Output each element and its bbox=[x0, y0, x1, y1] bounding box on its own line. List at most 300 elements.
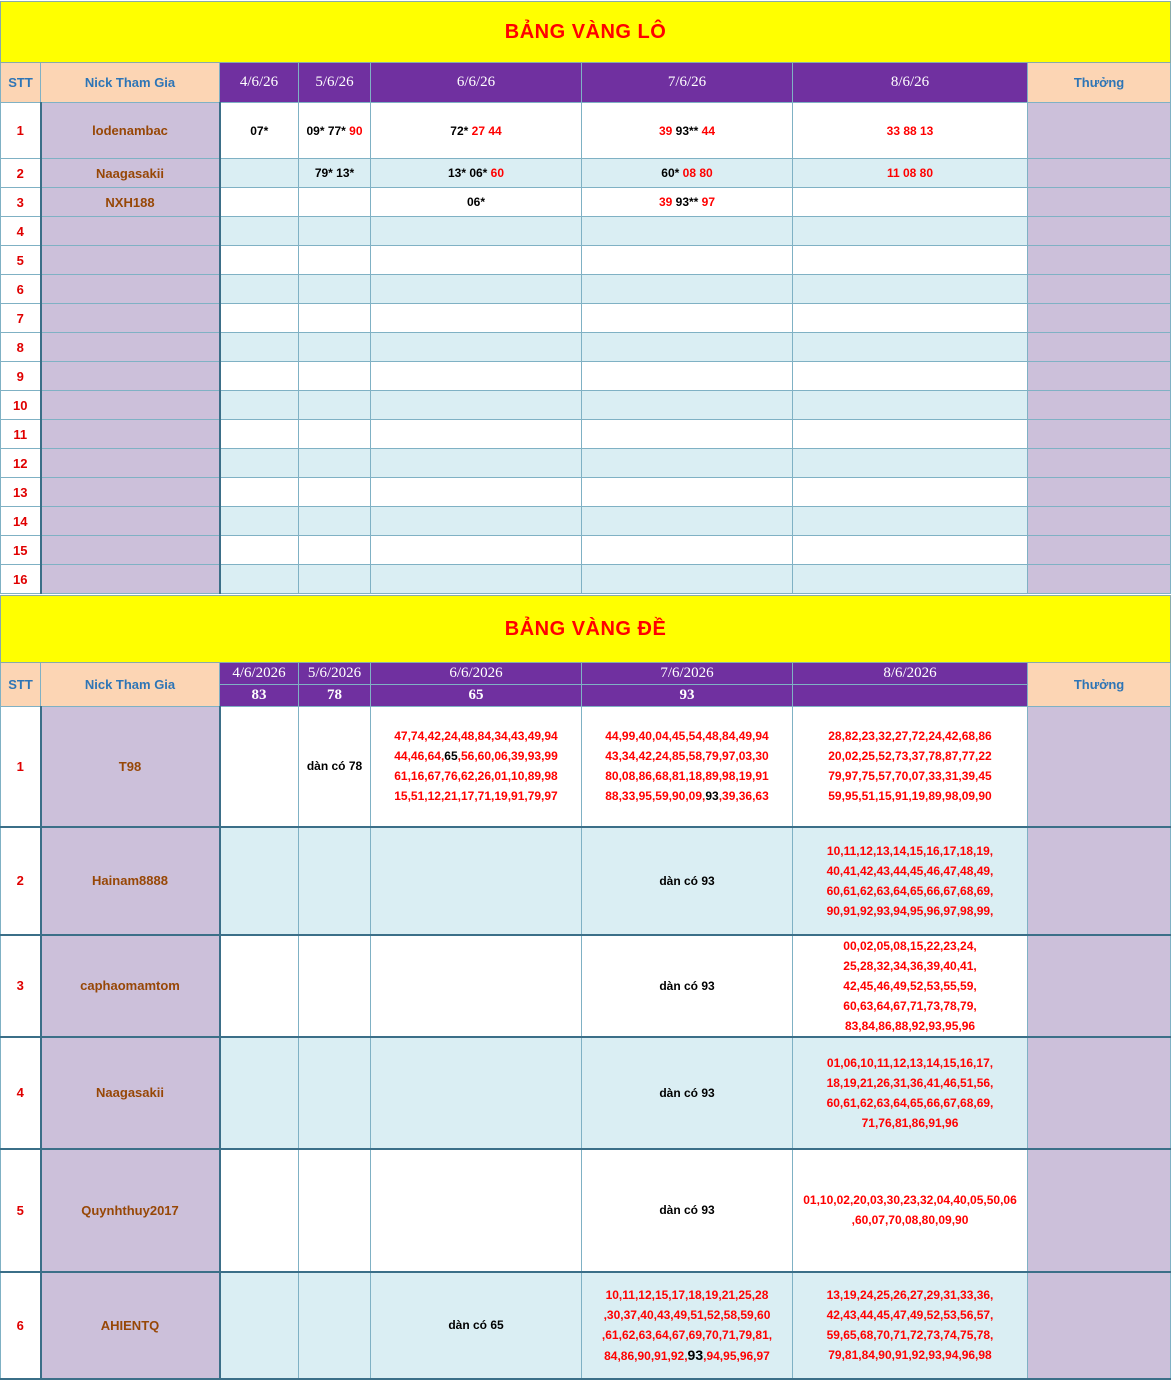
entry-text: ,30,37,40,43,49,51,52,58,59,60 bbox=[603, 1307, 771, 1322]
lo-entry-cell bbox=[299, 449, 371, 478]
lo-title: BẢNG VÀNG LÔ bbox=[1, 2, 1171, 63]
lo-table bbox=[0, 1, 1171, 594]
lo-entry-cell bbox=[371, 103, 582, 159]
lo-nick-cell: Naagasakii bbox=[41, 159, 220, 188]
de-entry-cell bbox=[371, 1037, 582, 1149]
lo-row bbox=[1, 536, 1171, 565]
lo-entry-cell bbox=[299, 159, 371, 188]
entry-text: 01,06,10,11,12,13,14,15,16,17, bbox=[826, 1055, 994, 1070]
lo-entry-cell bbox=[371, 333, 582, 362]
de-entry-line bbox=[793, 841, 1027, 861]
lo-entry-cell bbox=[371, 275, 582, 304]
lo-entry-cell bbox=[299, 362, 371, 391]
entry-text: 93 bbox=[705, 789, 719, 804]
de-entry-line bbox=[793, 746, 1027, 766]
de-entry-line bbox=[582, 1305, 792, 1325]
lo-nick-cell bbox=[41, 507, 220, 536]
lo-row bbox=[1, 507, 1171, 536]
de-header-nick: Nick Tham Gia bbox=[41, 663, 220, 707]
de-entry-cell bbox=[299, 707, 371, 827]
de-entry-line bbox=[793, 976, 1027, 996]
lo-entry-cell bbox=[299, 536, 371, 565]
lo-entry-cell bbox=[371, 449, 582, 478]
entry-text: 65 bbox=[444, 749, 458, 764]
de-entry-line bbox=[793, 1210, 1027, 1230]
entry-text: 93** bbox=[675, 195, 702, 209]
lo-entry-cell bbox=[299, 420, 371, 449]
lo-nick-cell bbox=[41, 565, 220, 594]
entry-text: 72* bbox=[450, 123, 472, 138]
entry-text: 97 bbox=[701, 195, 716, 209]
lo-entry-cell bbox=[220, 159, 299, 188]
lo-entry-cell bbox=[793, 449, 1028, 478]
entry-text: 79,81,84,90,91,92,93,94,96,98 bbox=[828, 1348, 992, 1362]
de-stt-cell: 6 bbox=[1, 1272, 41, 1379]
lo-entry-cell bbox=[582, 159, 793, 188]
lo-entry-cell bbox=[582, 246, 793, 275]
entry-text: dàn có 93 bbox=[659, 1203, 715, 1217]
de-entry-cell bbox=[299, 1272, 371, 1379]
lo-entry-cell bbox=[582, 217, 793, 246]
lo-header-nick: Nick Tham Gia bbox=[41, 63, 220, 103]
entry-text: ,56,60,06,39,93,99 bbox=[457, 749, 558, 764]
lo-thuong-cell bbox=[1028, 217, 1171, 246]
de-entry-cell bbox=[299, 935, 371, 1037]
de-stt-cell: 5 bbox=[1, 1149, 41, 1272]
de-entry-cell bbox=[220, 827, 299, 935]
de-entry-line bbox=[582, 1200, 792, 1220]
lo-thuong-cell bbox=[1028, 449, 1171, 478]
de-entry-line bbox=[582, 1325, 792, 1345]
de-entry-line bbox=[793, 1305, 1027, 1325]
lo-entry-cell bbox=[220, 188, 299, 217]
de-title: BẢNG VÀNG ĐỀ bbox=[1, 596, 1171, 663]
lo-row bbox=[1, 362, 1171, 391]
de-thuong-cell bbox=[1028, 1272, 1171, 1379]
entry-text: 59,95,51,15,91,19,89,98,09,90 bbox=[828, 789, 992, 804]
lo-entry-cell bbox=[299, 217, 371, 246]
de-thuong-cell bbox=[1028, 935, 1171, 1037]
lo-stt-cell: 13 bbox=[1, 478, 41, 507]
de-entry-line bbox=[793, 766, 1027, 786]
lo-entry-cell bbox=[793, 217, 1028, 246]
de-result-1: 83 bbox=[220, 685, 299, 707]
entry-text: 06* bbox=[466, 195, 486, 209]
entry-text: 39 bbox=[658, 195, 676, 209]
lo-stt-cell: 14 bbox=[1, 507, 41, 536]
lo-entry-cell bbox=[582, 275, 793, 304]
de-entry-line bbox=[793, 1285, 1027, 1305]
lo-thuong-cell bbox=[1028, 565, 1171, 594]
lo-thuong-cell bbox=[1028, 507, 1171, 536]
lo-stt-cell: 5 bbox=[1, 246, 41, 275]
de-entry-line bbox=[582, 766, 792, 786]
de-entry-cell bbox=[299, 1149, 371, 1272]
lo-thuong-cell bbox=[1028, 188, 1171, 217]
entry-text: dàn có 93 bbox=[659, 873, 715, 888]
lo-entry-cell bbox=[371, 565, 582, 594]
de-result-3: 65 bbox=[371, 685, 582, 707]
de-entry-line bbox=[793, 956, 1027, 976]
lo-nick-cell bbox=[41, 246, 220, 275]
de-entry-line bbox=[793, 996, 1027, 1016]
entry-text: 60 bbox=[490, 166, 505, 180]
entry-text: 10,11,12,13,14,15,16,17,18,19, bbox=[826, 843, 994, 858]
entry-text: 13* 06* bbox=[447, 166, 491, 180]
lo-stt-cell: 10 bbox=[1, 391, 41, 420]
de-entry-cell bbox=[299, 1037, 371, 1149]
lo-entry-cell bbox=[299, 304, 371, 333]
lo-entry-cell bbox=[299, 565, 371, 594]
de-entry-cell bbox=[793, 827, 1028, 935]
entry-text: 60,61,62,63,64,65,66,67,68,69, bbox=[826, 1095, 994, 1110]
lo-thuong-cell bbox=[1028, 103, 1171, 159]
de-nick-cell: AHIENTQ bbox=[41, 1272, 220, 1379]
de-entry-cell bbox=[582, 1272, 793, 1379]
entry-text: 28,82,23,32,27,72,24,42,68,86 bbox=[828, 729, 992, 744]
lo-row bbox=[1, 333, 1171, 362]
de-stt-cell: 3 bbox=[1, 935, 41, 1037]
lo-row bbox=[1, 420, 1171, 449]
lo-entry-cell bbox=[793, 420, 1028, 449]
lo-entry-cell bbox=[582, 304, 793, 333]
lo-entry-cell bbox=[220, 391, 299, 420]
lo-nick-cell bbox=[41, 275, 220, 304]
entry-text: 61,16,67,76,62,26,01,10,89,98 bbox=[394, 769, 558, 784]
de-body bbox=[1, 707, 1171, 1379]
de-row bbox=[1, 707, 1171, 827]
lo-entry-cell bbox=[299, 478, 371, 507]
lo-row bbox=[1, 246, 1171, 275]
lo-row bbox=[1, 478, 1171, 507]
lo-entry-cell bbox=[793, 565, 1028, 594]
lo-stt-cell: 8 bbox=[1, 333, 41, 362]
lo-thuong-cell bbox=[1028, 536, 1171, 565]
lo-entry-cell bbox=[299, 391, 371, 420]
lo-entry-cell bbox=[582, 565, 793, 594]
entry-text: 60,61,62,63,64,65,66,67,68,69, bbox=[826, 883, 994, 898]
lo-stt-cell: 9 bbox=[1, 362, 41, 391]
lo-entry-cell bbox=[793, 333, 1028, 362]
lo-entry-cell bbox=[220, 246, 299, 275]
lo-header-date-4: 7/6/26 bbox=[582, 63, 793, 103]
de-stt-cell: 2 bbox=[1, 827, 41, 935]
entry-text: 59,65,68,70,71,72,73,74,75,78, bbox=[826, 1328, 994, 1342]
lo-entry-cell bbox=[220, 449, 299, 478]
lo-stt-cell: 16 bbox=[1, 565, 41, 594]
lo-nick-cell bbox=[41, 304, 220, 333]
de-result-2: 78 bbox=[299, 685, 371, 707]
de-entry-cell bbox=[220, 935, 299, 1037]
de-entry-cell bbox=[371, 935, 582, 1037]
lo-entry-cell bbox=[793, 536, 1028, 565]
entry-text: 20,02,25,52,73,37,78,87,77,22 bbox=[828, 749, 992, 764]
entry-text: ,61,62,63,64,67,69,70,71,79,81, bbox=[601, 1327, 773, 1342]
entry-text: 08 80 bbox=[682, 166, 713, 180]
de-header-date-3: 6/6/2026 bbox=[371, 663, 582, 685]
lo-stt-cell: 12 bbox=[1, 449, 41, 478]
lo-entry-cell bbox=[299, 333, 371, 362]
de-entry-line bbox=[793, 861, 1027, 881]
de-entry-cell bbox=[220, 707, 299, 827]
de-entry-cell bbox=[793, 1272, 1028, 1379]
de-header-date-4: 7/6/2026 bbox=[582, 663, 793, 685]
lo-entry-cell bbox=[220, 565, 299, 594]
lo-entry-cell bbox=[371, 217, 582, 246]
entry-text: 01,10,02,20,03,30,23,32,04,40,05,50,06 bbox=[803, 1193, 1017, 1207]
lo-row bbox=[1, 449, 1171, 478]
lo-nick-cell bbox=[41, 478, 220, 507]
lo-nick-cell bbox=[41, 217, 220, 246]
lo-nick-cell: NXH188 bbox=[41, 188, 220, 217]
lo-entry-cell bbox=[793, 275, 1028, 304]
de-entry-line bbox=[793, 1325, 1027, 1345]
lo-entry-cell bbox=[220, 304, 299, 333]
de-entry-line bbox=[371, 1315, 581, 1335]
lo-row bbox=[1, 275, 1171, 304]
lo-entry-cell bbox=[220, 478, 299, 507]
lo-nick-cell bbox=[41, 536, 220, 565]
lo-entry-cell bbox=[582, 449, 793, 478]
lo-entry-cell bbox=[299, 275, 371, 304]
de-header-thuong: Thưởng bbox=[1028, 663, 1171, 707]
entry-text: 60,63,64,67,71,73,78,79, bbox=[843, 998, 977, 1013]
de-entry-line bbox=[582, 786, 792, 806]
lo-nick-cell bbox=[41, 362, 220, 391]
lo-entry-cell bbox=[371, 188, 582, 217]
lo-row bbox=[1, 103, 1171, 159]
lo-entry-cell bbox=[793, 103, 1028, 159]
entry-text: 39 bbox=[658, 123, 676, 138]
lo-stt-cell: 1 bbox=[1, 103, 41, 159]
lo-entry-cell bbox=[793, 188, 1028, 217]
entry-text: 25,28,32,34,36,39,40,41, bbox=[843, 958, 977, 973]
lo-stt-cell: 11 bbox=[1, 420, 41, 449]
lo-nick-cell: lodenambac bbox=[41, 103, 220, 159]
lo-thuong-cell bbox=[1028, 362, 1171, 391]
lo-entry-cell bbox=[220, 420, 299, 449]
lo-entry-cell bbox=[371, 304, 582, 333]
entry-text: 33 88 13 bbox=[886, 123, 934, 138]
lo-entry-cell bbox=[582, 507, 793, 536]
de-entry-cell bbox=[371, 827, 582, 935]
lo-header-date-2: 5/6/26 bbox=[299, 63, 371, 103]
lo-stt-cell: 15 bbox=[1, 536, 41, 565]
entry-text: 27 44 bbox=[471, 123, 502, 138]
lo-entry-cell bbox=[582, 391, 793, 420]
lo-entry-cell bbox=[299, 103, 371, 159]
de-entry-line bbox=[793, 901, 1027, 921]
entry-text: 11 08 80 bbox=[886, 166, 934, 180]
de-entry-cell bbox=[371, 1272, 582, 1379]
de-table bbox=[0, 595, 1171, 1380]
de-thuong-cell bbox=[1028, 827, 1171, 935]
lo-entry-cell bbox=[220, 362, 299, 391]
lo-thuong-cell bbox=[1028, 246, 1171, 275]
de-entry-line bbox=[582, 1345, 792, 1366]
de-entry-line bbox=[582, 1083, 792, 1103]
de-entry-line bbox=[371, 746, 581, 766]
lo-thuong-cell bbox=[1028, 333, 1171, 362]
lo-header-stt: STT bbox=[1, 63, 41, 103]
lo-nick-cell bbox=[41, 391, 220, 420]
de-nick-cell: Hainam8888 bbox=[41, 827, 220, 935]
entry-text: 09* 77* bbox=[306, 123, 350, 138]
lo-row bbox=[1, 217, 1171, 246]
lo-entry-cell bbox=[371, 536, 582, 565]
lo-row bbox=[1, 159, 1171, 188]
de-entry-cell bbox=[582, 935, 793, 1037]
lo-body bbox=[1, 103, 1171, 594]
lo-entry-cell bbox=[582, 188, 793, 217]
de-row bbox=[1, 935, 1171, 1037]
lo-row bbox=[1, 565, 1171, 594]
lo-header-date-1: 4/6/26 bbox=[220, 63, 299, 103]
entry-text: 00,02,05,08,15,22,23,24, bbox=[843, 938, 977, 953]
de-entry-line bbox=[793, 1345, 1027, 1365]
de-nick-cell: Naagasakii bbox=[41, 1037, 220, 1149]
lo-nick-cell bbox=[41, 420, 220, 449]
de-entry-line bbox=[793, 786, 1027, 806]
lo-entry-cell bbox=[793, 478, 1028, 507]
lo-entry-cell bbox=[793, 159, 1028, 188]
lo-entry-cell bbox=[582, 103, 793, 159]
de-entry-cell bbox=[371, 1149, 582, 1272]
entry-text: 88,33,95,59,90,09, bbox=[605, 789, 706, 804]
de-entry-line bbox=[371, 786, 581, 806]
de-header-date-5: 8/6/2026 bbox=[793, 663, 1028, 685]
entry-text: 93** bbox=[675, 123, 702, 138]
lo-entry-cell bbox=[371, 507, 582, 536]
de-entry-cell bbox=[582, 1149, 793, 1272]
de-entry-cell bbox=[793, 1037, 1028, 1149]
entry-text: 13,19,24,25,26,27,29,31,33,36, bbox=[826, 1288, 994, 1302]
lo-entry-cell bbox=[582, 333, 793, 362]
de-stt-cell: 4 bbox=[1, 1037, 41, 1149]
de-entry-line bbox=[793, 1073, 1027, 1093]
de-entry-line bbox=[793, 1190, 1027, 1210]
lo-entry-cell bbox=[371, 420, 582, 449]
de-entry-cell bbox=[582, 1037, 793, 1149]
de-nick-cell: Quynhthuy2017 bbox=[41, 1149, 220, 1272]
lo-row bbox=[1, 391, 1171, 420]
lo-entry-cell bbox=[371, 478, 582, 507]
lo-entry-cell bbox=[793, 507, 1028, 536]
de-row bbox=[1, 827, 1171, 935]
lo-entry-cell bbox=[220, 507, 299, 536]
de-entry-cell bbox=[371, 707, 582, 827]
lo-entry-cell bbox=[582, 362, 793, 391]
de-entry-line bbox=[793, 1093, 1027, 1113]
entry-text: 44,99,40,04,45,54,48,84,49,94 bbox=[605, 729, 769, 744]
de-entry-line bbox=[793, 1053, 1027, 1073]
lo-entry-cell bbox=[582, 536, 793, 565]
de-entry-line bbox=[793, 726, 1027, 746]
lo-nick-cell bbox=[41, 333, 220, 362]
entry-text: 07* bbox=[250, 123, 269, 138]
de-row bbox=[1, 1037, 1171, 1149]
entry-text: 84,86,90,91,92, bbox=[604, 1348, 688, 1363]
entry-text: 83,84,86,88,92,93,95,96 bbox=[844, 1018, 976, 1033]
entry-text: 79* 13* bbox=[314, 166, 355, 180]
lo-header-date-5: 8/6/26 bbox=[793, 63, 1028, 103]
lo-entry-cell bbox=[793, 391, 1028, 420]
lo-entry-cell bbox=[220, 217, 299, 246]
de-entry-line bbox=[371, 766, 581, 786]
entry-text: 18,19,21,26,31,36,41,46,51,56, bbox=[826, 1075, 994, 1090]
lo-stt-cell: 3 bbox=[1, 188, 41, 217]
entry-text: 71,76,81,86,91,96 bbox=[861, 1115, 959, 1130]
de-entry-line bbox=[793, 936, 1027, 956]
entry-text: 60* bbox=[661, 166, 683, 180]
entry-text: 43,34,42,24,85,58,79,97,03,30 bbox=[605, 749, 769, 764]
entry-text: 10,11,12,15,17,18,19,21,25,28 bbox=[605, 1287, 769, 1302]
entry-text: 90 bbox=[349, 123, 363, 138]
entry-text: dàn có 65 bbox=[448, 1318, 504, 1332]
de-entry-line bbox=[793, 1016, 1027, 1036]
de-entry-cell bbox=[299, 827, 371, 935]
de-thuong-cell bbox=[1028, 707, 1171, 827]
lo-entry-cell bbox=[793, 246, 1028, 275]
de-thuong-cell bbox=[1028, 1149, 1171, 1272]
de-nick-cell: T98 bbox=[41, 707, 220, 827]
de-nick-cell: caphaomamtom bbox=[41, 935, 220, 1037]
de-entry-line bbox=[793, 881, 1027, 901]
lo-entry-cell bbox=[220, 103, 299, 159]
lo-entry-cell bbox=[582, 420, 793, 449]
entry-text: ,94,95,96,97 bbox=[703, 1348, 770, 1363]
lo-entry-cell bbox=[793, 362, 1028, 391]
entry-text: 93 bbox=[687, 1346, 704, 1363]
entry-text: dàn có 93 bbox=[659, 978, 715, 993]
entry-text: 47,74,42,24,48,84,34,43,49,94 bbox=[394, 729, 558, 744]
de-stt-cell: 1 bbox=[1, 707, 41, 827]
lo-entry-cell bbox=[299, 188, 371, 217]
lo-thuong-cell bbox=[1028, 420, 1171, 449]
de-entry-cell bbox=[582, 707, 793, 827]
entry-text: ,39,36,63 bbox=[718, 789, 769, 804]
de-entry-line bbox=[793, 1113, 1027, 1133]
de-row bbox=[1, 1272, 1171, 1379]
de-result-5 bbox=[793, 685, 1028, 707]
lo-stt-cell: 2 bbox=[1, 159, 41, 188]
de-entry-cell bbox=[793, 707, 1028, 827]
entry-text: 40,41,42,43,44,45,46,47,48,49, bbox=[826, 863, 994, 878]
lo-entry-cell bbox=[371, 391, 582, 420]
de-entry-cell bbox=[220, 1272, 299, 1379]
lo-thuong-cell bbox=[1028, 159, 1171, 188]
lo-thuong-cell bbox=[1028, 275, 1171, 304]
lo-header-thuong: Thưởng bbox=[1028, 63, 1171, 103]
de-entry-line bbox=[582, 726, 792, 746]
entry-text: 80,08,86,68,81,18,89,98,19,91 bbox=[605, 769, 769, 784]
lo-entry-cell bbox=[299, 507, 371, 536]
entry-text: 44 bbox=[701, 123, 716, 138]
lo-entry-cell bbox=[220, 275, 299, 304]
lo-row bbox=[1, 188, 1171, 217]
de-entry-line bbox=[582, 1285, 792, 1305]
de-thuong-cell bbox=[1028, 1037, 1171, 1149]
lo-stt-cell: 7 bbox=[1, 304, 41, 333]
de-entry-line bbox=[582, 871, 792, 891]
de-entry-cell bbox=[220, 1037, 299, 1149]
lo-thuong-cell bbox=[1028, 304, 1171, 333]
entry-text: dàn có 78 bbox=[306, 759, 363, 774]
lo-row bbox=[1, 304, 1171, 333]
lo-entry-cell bbox=[220, 536, 299, 565]
entry-text: 42,43,44,45,47,49,52,53,56,57, bbox=[826, 1308, 994, 1322]
de-header-date-1: 4/6/2026 bbox=[220, 663, 299, 685]
